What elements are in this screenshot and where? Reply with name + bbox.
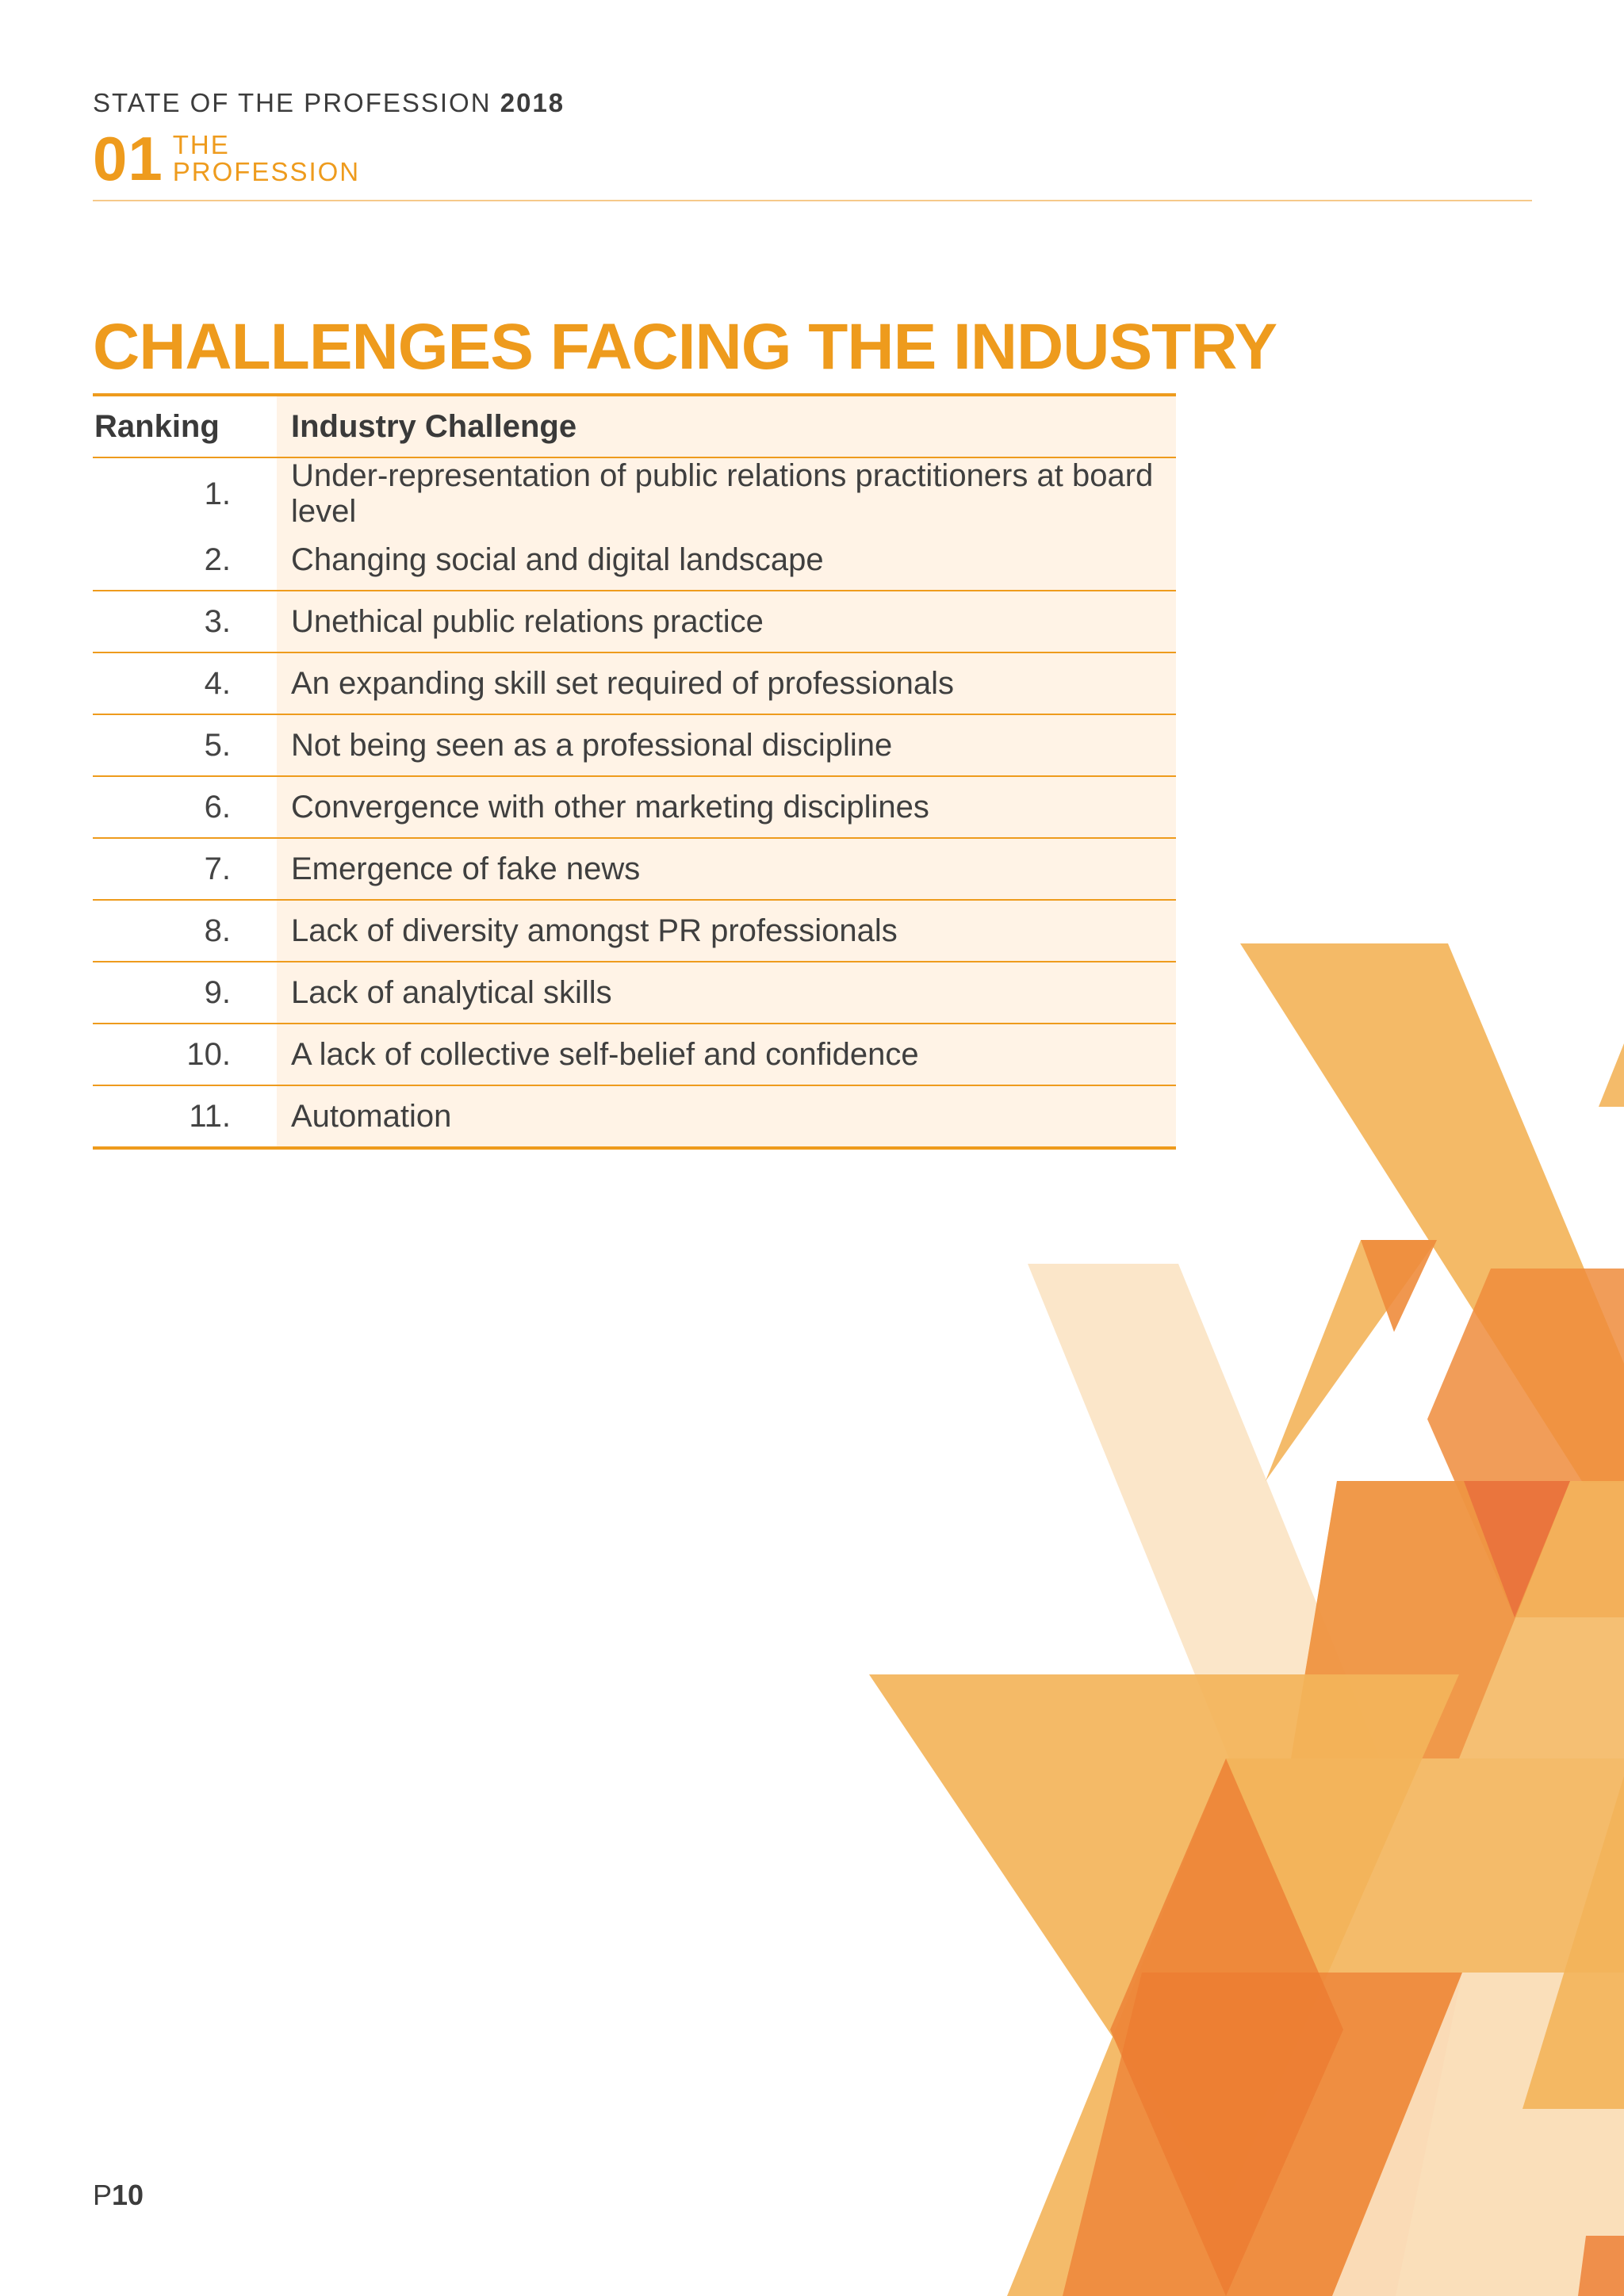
table-row [93, 591, 1176, 652]
challenge-cell: Under-representation of public relations practitioners at board level [277, 457, 1176, 530]
rank-cell: 2. [93, 530, 277, 591]
challenge-cell: Changing social and digital landscape [277, 530, 1176, 591]
challenge-cell: Emergence of fake news [277, 838, 1176, 900]
page-header [93, 86, 565, 193]
rank-cell: 3. [93, 591, 277, 652]
rank-cell: 1. [93, 457, 277, 530]
bottom-right-orange [1578, 2236, 1624, 2296]
table-header-row [93, 395, 1176, 457]
challenge-cell: Not being seen as a professional discipline [277, 714, 1176, 776]
rank-cell: 7. [93, 838, 277, 900]
rank-cell: 11. [93, 1085, 277, 1148]
report-year: 2018 [500, 88, 565, 117]
table-row [93, 962, 1176, 1024]
page-title: CHALLENGES FACING THE INDUSTRY [93, 310, 1277, 383]
rank-cell: 8. [93, 900, 277, 962]
section-number: 01 [93, 124, 163, 193]
table-row [93, 1024, 1176, 1085]
challenges-table [93, 393, 1176, 1150]
challenge-cell: Lack of analytical skills [277, 962, 1176, 1024]
report-title [93, 86, 565, 121]
section-label [93, 124, 565, 193]
rank-cell: 5. [93, 714, 277, 776]
rank-cell: 10. [93, 1024, 277, 1085]
right-edge-triangle [1599, 1043, 1624, 1107]
table-row [93, 652, 1176, 714]
rank-cell: 9. [93, 962, 277, 1024]
table-row [93, 530, 1176, 591]
table-row [93, 457, 1176, 530]
challenge-cell: Convergence with other marketing disciplines [277, 776, 1176, 838]
table-row [93, 1085, 1176, 1148]
table-row [93, 900, 1176, 962]
table-row [93, 776, 1176, 838]
section-name: THE PROFESSION [172, 130, 361, 186]
page-number [93, 2179, 144, 2212]
report-title-text: STATE OF THE PROFESSION [93, 88, 492, 117]
challenge-cell: Lack of diversity amongst PR professionals [277, 900, 1176, 962]
page-prefix: P [93, 2179, 113, 2211]
challenge-cell: A lack of collective self-belief and confidence [277, 1024, 1176, 1085]
column-header-ranking: Ranking [93, 395, 277, 457]
table-row [93, 838, 1176, 900]
table-row [93, 714, 1176, 776]
challenge-cell: An expanding skill set required of professionals [277, 652, 1176, 714]
challenge-cell: Automation [277, 1085, 1176, 1148]
page-number-value: 10 [112, 2179, 144, 2211]
rank-cell: 6. [93, 776, 277, 838]
rank-cell: 4. [93, 652, 277, 714]
header-divider [93, 200, 1532, 201]
column-header-challenge: Industry Challenge [277, 395, 1176, 457]
challenge-cell: Unethical public relations practice [277, 591, 1176, 652]
